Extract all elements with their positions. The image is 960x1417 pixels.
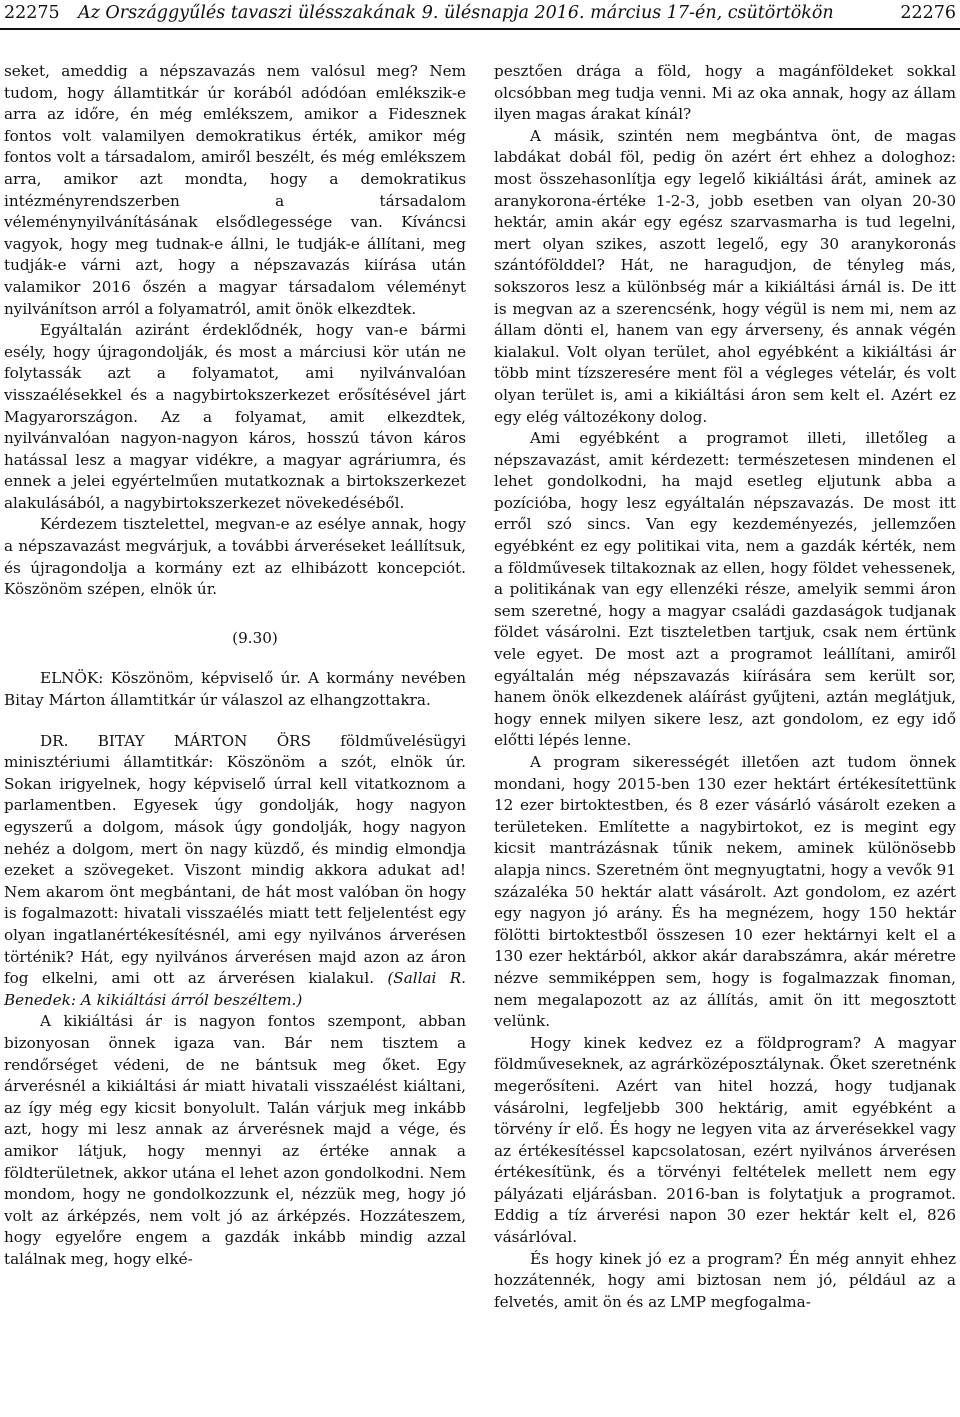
- speaker-paragraph-bitay: [4, 731, 466, 1012]
- right-column: [494, 61, 956, 1313]
- page-number-right: 22276: [900, 3, 956, 23]
- speaker-paragraph-chair: ELNÖK: Köszönöm, képviselő úr. A kormány nevében Bitay Márton államtitkár úr válaszol az elhangzottakra.: [4, 669, 466, 710]
- paragraph: Egyáltalán aziránt érdeklődnék, hogy van-e bármi esély, hogy újragondolják, és most a márciusi kör után ne folytassák azt a folyamatot, ami nyilvánvalóan visszaélésekkel és a nagybirtokszerkezet erősítésével járt Magyarországon. Az a folyamat, amit elkezdtek, nyilvánvalóan nagyon-nagyon káros, hosszú távon káros hatással lesz a magyar vidékre, a magyar agráriumra, és ennek a jelei egyértelműen mutatkoznak a birtokszerkezet alakulásából, a nagybirtokszerkezet növekedéséből.: [4, 321, 466, 512]
- paragraph: A másik, szintén nem megbántva önt, de magas labdákat dobál föl, pedig ön azért ért ehhez a dologhoz: most összehasonlítja egy legelő kikiáltási árát, aminek az aranykorona-értéke 1-2-3, jobb esetben van olyan 20-30 hektár, amin akár egy egész szarvasmarha is tud legelni, mert olyan szikes, aszott legelő, egy 30 aranykoronás szántófölddel? Hát, ne haragudjon, de tényleg más, sokszoros lesz a különbség már a kikiáltási árnál is. De itt is megvan az a szerencsénk, hogy végül is nem mi, nem az állam dönti el, hanem van egy árverseny, és annak végén kialakul. Volt olyan terület, ahol egyébként a kikiáltási ár több mint tízszeresére ment föl a végleges vételár, és volt olyan terület is, ami a kikiáltási áron sem kelt el. Azért ez egy elég változékony dolog.: [494, 126, 956, 426]
- paragraph: És hogy kinek jó ez a program? Én még annyit ehhez hozzátennék, hogy ami biztosan nem jó, például az a felvetés, amit ön és az LMP megfogalma-: [494, 1249, 956, 1311]
- paragraph: Hogy kinek kedvez ez a földprogram? A magyar földműveseknek, az agrárközéposztálynak. Őket szeretnénk megerősíteni. Azért van hitel hozzá, hogy tudjanak vásárolni, legfeljebb 300 hektárig, amit egyébként a törvény ír elő. És hogy ne legyen vita az árverésekkel vagy az értékesítéssel kapcsolatosan, ezért nyilvános árverésen értékesítünk, és a törvényi feltételek mellett nem egy pályázati eljárásban. 2016-ban is folytatjuk a programot. Eddig a tíz árverési napon 30 ezer hektár kelt el, 826 vásárlóval.: [494, 1033, 956, 1247]
- interjection: (Sallai R. Benedek: A kikiáltási árról beszéltem.): [4, 969, 466, 1009]
- paragraph-continuation: seket, ameddig a népszavazás nem valósul meg? Nem tudom, hogy államtitkár úr korából adódóan emlékszik-e arra az időre, én még emlékszem, amikor a Fidesznek fontos volt valamilyen demokratikus érték, amikor még fontos volt a társadalom, amiről beszélt, és még emlékszem arra, amikor azt mondta, hogy a demokratikus intézményrendszerben a társadalom véleménynyilvánításának elsődlegessége van. Kíváncsi vagyok, hogy meg tudnak-e állni, le tudják-e állítani, meg tudják-e várni azt, hogy a népszavazás kiírása után valamikor 2016 őszén a magyar társadalom véleményt nyilvánítson arról a folyamatról, amit önök elkezdtek.: [4, 62, 466, 318]
- page-number-left: 22275: [4, 3, 60, 23]
- paragraph: A kikiáltási ár is nagyon fontos szempont, abban bizonyosan önnek igaza van. Bár nem tisztem a rendőrséget védeni, de ne bántsuk meg őket. Egy árverésnél a kikiáltási ár miatt hivatali visszaélést kiáltani, az így még egy kicsit bonyolult. Talán várjuk meg inkább azt, hogy mi lesz annak az árverésnek majd a vége, és amikor látjuk, hogy mennyi az értéke annak a földterületnek, akkor utána el lehet azon gondolkodni. Nem mondom, hogy ne gondolkozzunk el, nézzük meg, hogy jó volt az árképzés, nem volt jó az árképzés. Hozzáteszem, hogy egyelőre engem a gazdák inkább mindig azzal találnak meg, hogy elké-: [4, 1012, 466, 1268]
- paragraph: A program sikerességét illetően azt tudom önnek mondani, hogy 2015-ben 130 ezer hektárt értékesítettünk 12 ezer birtoktestben, és 8 ezer vásárló vásárolt ezeken a területeken. Említette a nagybirtokot, ez is megint egy kicsit mantrázásnak tűnik nekem, aminek különösebb alapja nincs. Szeretném önt megnyugtatni, hogy a vevők 91 százaléka 50 hektár alatt vásárolt. Azt gondolom, ez azért egy nagyon jó arány. És ha megnézem, hogy 150 hektár fölötti birtoktestből összesen 10 ezer hektárnyi kelt el a 130 ezer hektárból, akkor akár darabszámra, akár méretre nézve semmiképpen sem, hogy is fogalmazzak finoman, nem megalapozott az az állítás, amit ön itt megosztott velünk.: [494, 753, 956, 1031]
- running-title: Az Országgyűlés tavaszi ülésszakának 9. ülésnapja 2016. március 17-én, csütörtökön: [78, 3, 834, 23]
- left-column: [4, 61, 466, 1270]
- paragraph-continuation: pesztően drága a föld, hogy a magánföldeket sokkal olcsóbban meg tudja venni. Mi az oka annak, hogy az állam ilyen magas árakat kínál?: [494, 62, 956, 124]
- page-header: [0, 0, 960, 36]
- paragraph: Ami egyébként a programot illeti, illetőleg a népszavazást, amit kérdezett: természetesen mindenen el lehet gondolkodni, ha majd esetleg eljutunk abba a pozícióba, hogy lesz egyáltalán népszavazás. De most itt erről szó sincs. Van egy kezdeményezés, jellemzően egyébként ez egy politikai vita, nem a gazdák kérték, nem a földművesek tiltakoznak az ellen, hogy földet vehessenek, a politikának van egy ellenzéki része, amelyik semmi áron sem szeretné, hogy a magyar családi gazdaságok tudjanak földet vásárolni. Ezt tiszteletben tartjuk, csak nem értünk vele egyet. De most azt a programot leállítani, amiről egyáltalán még népszavazás kiírására sem került sor, hanem önök elkezdenek aláírást gyűjteni, aztán meglátjuk, hogy ennek milyen sikere lesz, azt gondolom, ez egy idő előtti lépés lenne.: [494, 429, 956, 750]
- speech-text: DR. BITAY MÁRTON ÖRS földművelésügyi minisztériumi államtitkár: Köszönöm a szót, elnök úr. Sokan irigyelnek, hogy képviselő úrral kell vitatkoznom a parlamentben. Egyesek úgy gondolják, hogy nagyon egyszerű a dolgom, mások úgy gondolják, hogy nagyon nehéz a dolgom, mert ön nagy küzdő, és mindig elmondja ezeket a szövegeket. Viszont mindig akkora adukat ad! Nem akarom önt megbántani, de hát most valóban ön hogy is fogalmazott: hivatali visszaélés miatt tett feljelentést egy olyan ingatlanértékesítésnél, ami egy nyilvános árverésen történik? Hát, egy nyilvános árverésen majd azon az áron fog elkelni, ami ott az árverésen kialakul.: [4, 731, 466, 988]
- paragraph: Kérdezem tisztelettel, megvan-e az esélye annak, hogy a népszavazást megvárjuk, a további árveréseket leállítsuk, és újragondolja a kormány ezt az elhibázott koncepciót. Köszönöm szépen, elnök úr.: [4, 515, 466, 599]
- header-rule: [0, 28, 960, 30]
- time-marker: (9.30): [232, 628, 278, 647]
